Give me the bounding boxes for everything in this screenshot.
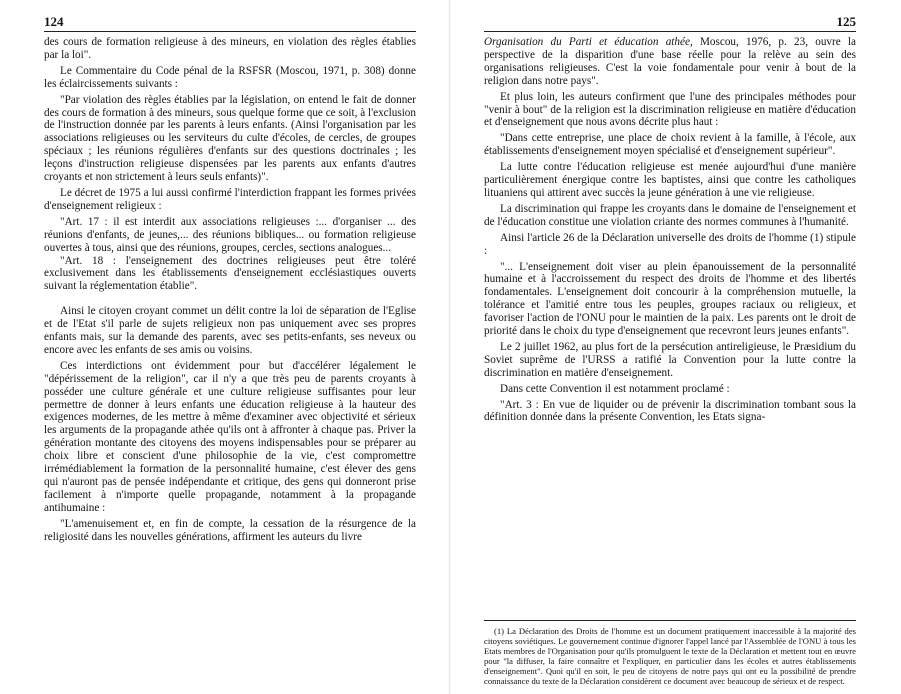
left-paragraph: Ces interdictions ont évidemment pour but d'accélérer légalement le "dépérissement de la religion", car il n'y a que très peu de parents croyants à posséder une culture générale et une culture religieuse suffisantes pour leur permettre de donner à leurs enfants une éducation religieuse à la hauteur des exigences modernes, de les mettre à même d'examiner avec objectivité et sérieux les arguments de la propagande athée qu'ils ont à affronter à chaque pas. Priver la génération montante des citoyens des moyens indispensables pour se préparer au choix libre et conscient d'une philosophie de la vie, c'est compromettre irrémédiablement la formation de la personnalité humaine, c'est élever des gens qui n'auront pas de pensée indépendante et critique, des gens qui donneront prise facilement à n'importe quelle propagande, notamment à la propagande antihumaine :	[44, 359, 416, 514]
left-quote: "Par violation des règles établies par la législation, on entend le fait de donner des cours de formation à des mineurs, sous quelque forme que ce soit, à l'exclusion de l'instruction donnée par les parents à leurs enfants. (Ainsi l'organisation par les associations religieuses ou les serviteurs du culte d'écoles, de cercles, de groupes spéciaux ; les réunions régulières d'enfants sur des questions doctrinales ; les leçons d'instruction religieuse dispensées par les parents aux enfants d'autres croyants et non strictement à leurs seuls enfants)".	[44, 93, 416, 184]
left-quote: "L'amenuisement et, en fin de compte, la cessation de la résurgence de la religiosité dans les nouvelles générations, affirment les auteurs du livre	[44, 517, 416, 543]
right-paragraph: La discrimination qui frappe les croyants dans le domaine de l'enseignement et de l'éducation constitue une violation criante des normes communes à l'humanité.	[484, 202, 856, 228]
right-page	[484, 14, 856, 686]
book-gutter	[448, 0, 451, 694]
footnote: (1) La Déclaration des Droits de l'homme est un document pratiquement inaccessible à la majorité des citoyens soviétiques. Le gouvernement continue d'ignorer l'appel lancé par l'Assemblée de l'ONU à tous les Etats membres de l'Organisation pour qu'ils promulguent le texte de la Déclaration et mettent tout en œuvre pour "la diffuser, la faire connaître et l'expliquer, en particulier dans les écoles et autres établissements d'enseignement". Quoi qu'il en soit, le peu de citoyens de notre pays qui ont eu la possibilité de prendre connaissance du texte de la Déclaration considèrent ce document avec beaucoup de sérieux et de respect.	[484, 626, 856, 686]
right-paragraph: Ainsi l'article 26 de la Déclaration universelle des droits de l'homme (1) stipule :	[484, 231, 856, 257]
right-paragraph: Dans cette Convention il est notamment proclamé :	[500, 382, 730, 395]
right-paragraph: Et plus loin, les auteurs confirment que l'une des principales méthodes pour "venir à bout" de la religion est la discrimination religieuse en matière d'éducation et d'enseignement que nous avons décrite plus haut :	[484, 90, 856, 129]
right-page-header	[484, 14, 856, 32]
right-quote: "... L'enseignement doit viser au plein épanouissement de la personnalité humaine et à l'accroissement du respect des droits de l'homme et des libertés fondamentales. L'enseignement doit concourir à la compréhension mutuelle, la tolérance et l'amitié entre tous les peuples, groupes raciaux ou religieux, et favoriser l'action de l'ONU pour le maintien de la paix. Les parents ont le droit de priorité dans le choix du type d'enseignement que recevront leurs jeunes enfants".	[484, 260, 856, 338]
right-quote: "Art. 3 : En vue de liquider ou de prévenir la discrimination tombant sous la définition donnée dans la présente Convention, les Etats signa-	[484, 398, 856, 424]
right-paragraph: La lutte contre l'éducation religieuse est menée aujourd'hui d'une manière particulièrement énergique contre les baptistes, ainsi que contre les catholiques lituaniens qui attirent avec succès la jeune génération à une vie religieuse.	[484, 161, 856, 199]
right-page-number: 125	[836, 14, 856, 29]
left-paragraph: Ainsi le citoyen croyant commet un délit contre la loi de séparation de l'Eglise et de l'Etat s'il parle de sujets religieux non pas uniquement avec ses propres enfants mais, sur la demande des parents, avec ses petits-enfants, ses neveux ou encore avec les enfants de ses amis ou voisins.	[44, 305, 416, 356]
book-title: Organisation du Parti et éducation athée,	[484, 36, 693, 48]
right-quote: "Dans cette entreprise, une place de choix revient à la famille, à l'école, aux établissements d'enseignement moyen spécialisé et d'enseignement supérieur".	[484, 132, 856, 158]
left-paragraph: des cours de formation religieuse à des mineurs, en violation des règles établies par la loi".	[44, 36, 416, 61]
right-paragraph	[484, 36, 856, 88]
left-quote: "Art. 17 : il est interdit aux associations religieuses :... d'organiser ... des réunions d'enfants, de jeunes,... des réunions bibliques... ou formation religieuse ouvertes à tous, ainsi que des réunions, groupes, cercles, sections analogues...	[44, 215, 416, 254]
left-page-number: 124	[44, 14, 64, 29]
left-quote: "Art. 18 : l'enseignement des doctrines religieuses peut être toléré exclusivement dans les établissements d'enseignement ecclésiastiques ouverts suivant la réglementation établie".	[44, 254, 416, 293]
left-paragraph: Le décret de 1975 a lui aussi confirmé l'interdiction frappant les formes privées d'enseignement religieux :	[44, 186, 416, 212]
footnote-area	[484, 620, 856, 686]
right-paragraph: Le 2 juillet 1962, au plus fort de la persécution antireligieuse, le Præsidium du Soviet suprême de l'URSS a ratifié la Convention pour la lutte contre la discrimination en matière d'enseignement.	[484, 340, 856, 379]
right-paragraph-text: Moscou, 1976, p. 23, ouvre la perspective de la disparition d'une base réelle pour la relève au sein des organisations religieuses. C'est la voie fondamentale pour venir à bout de la religion dans notre pays".	[484, 36, 856, 87]
left-paragraph: Le Commentaire du Code pénal de la RSFSR (Moscou, 1971, p. 308) donne les éclaircissements suivants :	[44, 64, 416, 90]
left-page	[44, 14, 416, 686]
left-page-header	[44, 14, 416, 32]
